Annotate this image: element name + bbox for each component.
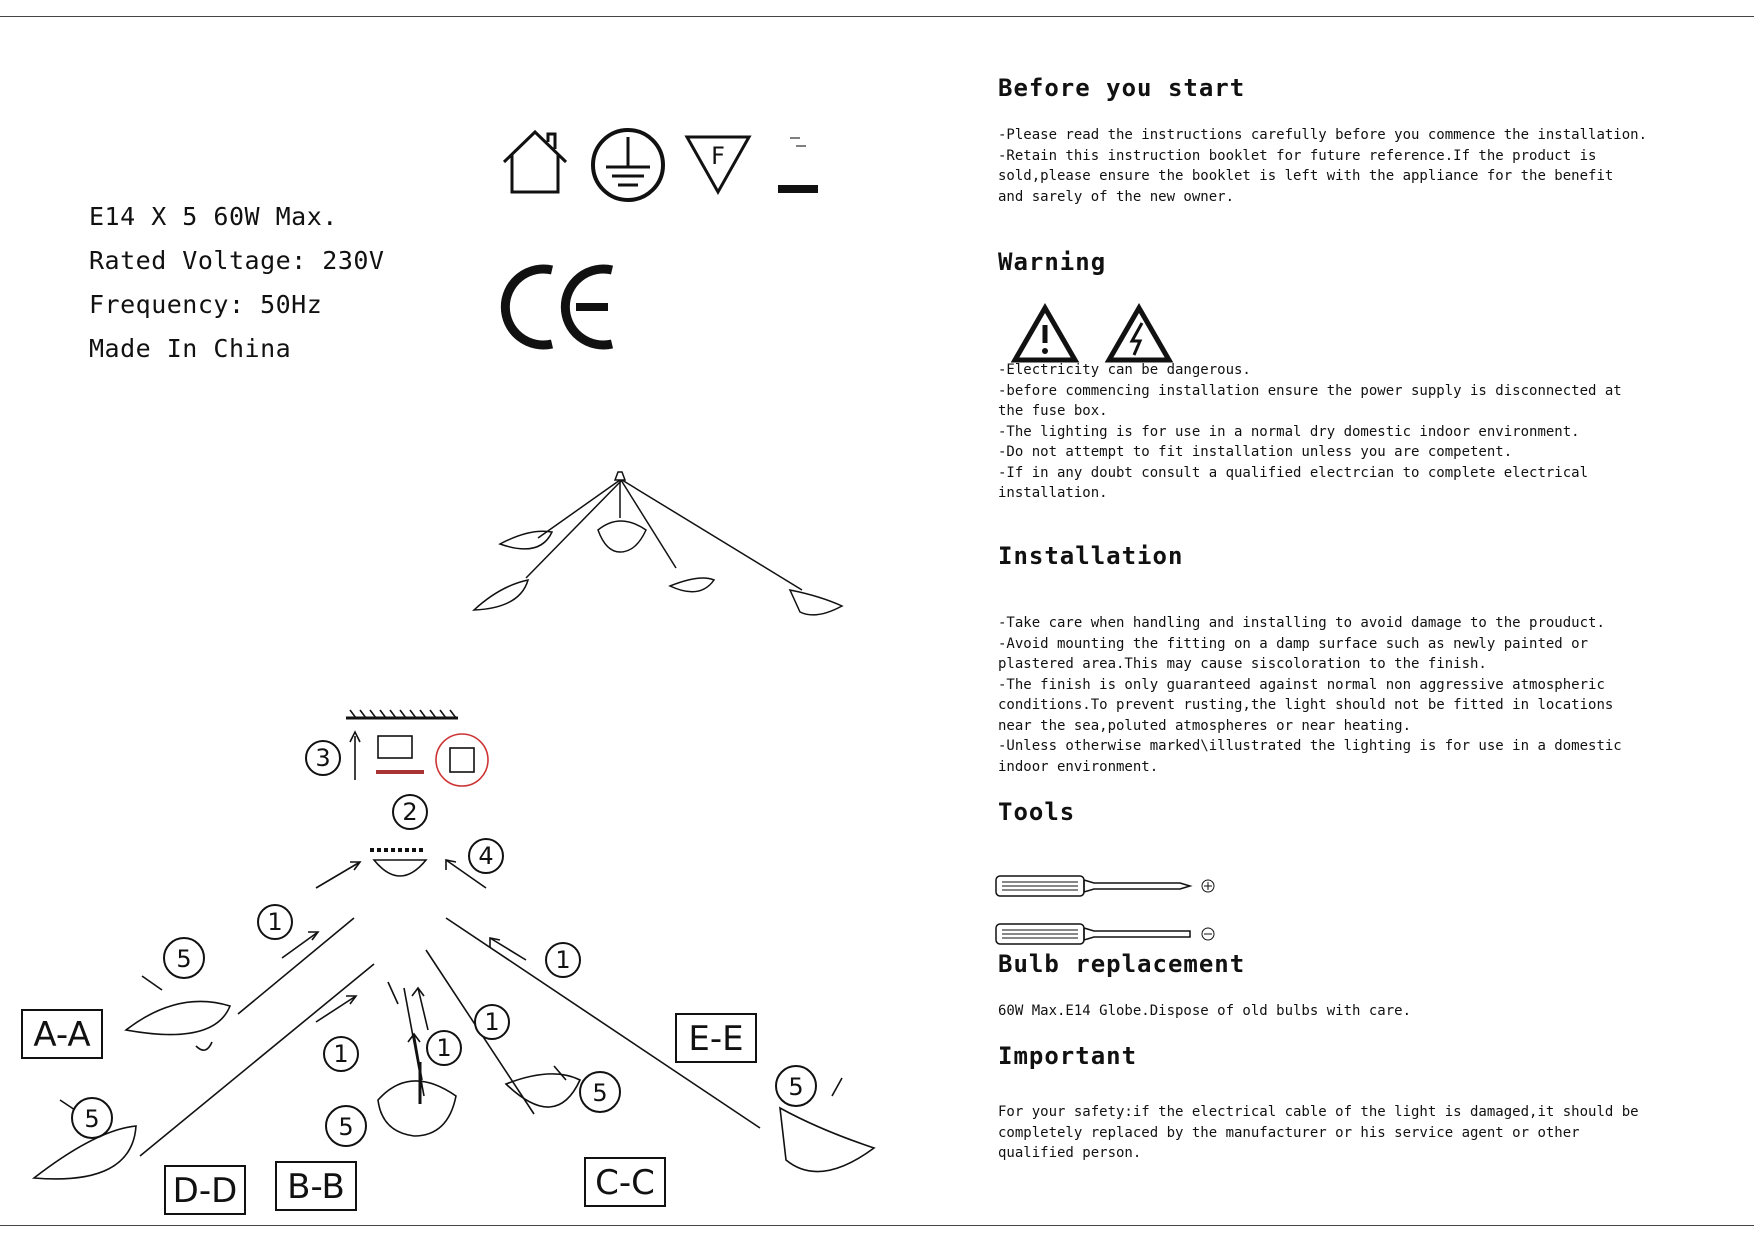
step-5-label-e: 5 bbox=[788, 1073, 804, 1101]
step-5-label-d: 5 bbox=[84, 1105, 100, 1133]
step-5-label-b: 5 bbox=[338, 1113, 354, 1141]
installation-title: Installation bbox=[998, 542, 1184, 570]
flat-screwdriver-icon bbox=[994, 920, 1224, 948]
important-body: For your safety:if the electrical cable of the light is damaged,it should be completely replaced by the manufacturer or his service agent or other qualified person. bbox=[998, 1104, 1639, 1161]
label-ee: E-E bbox=[688, 1019, 744, 1059]
lamp-overview bbox=[460, 468, 860, 628]
bin-bar-icon bbox=[776, 132, 820, 196]
step-1-label-c: 1 bbox=[484, 1008, 500, 1036]
phillips-screwdriver-icon bbox=[994, 872, 1224, 900]
bottom-rule bbox=[0, 1225, 1754, 1226]
before-title: Before you start bbox=[998, 74, 1246, 102]
f-mark-label: F bbox=[711, 142, 725, 170]
label-cc: C-C bbox=[595, 1163, 655, 1203]
bulb-title: Bulb replacement bbox=[998, 950, 1246, 978]
house-icon bbox=[500, 128, 570, 196]
spec-origin: Made In China bbox=[89, 334, 292, 363]
step-5-label-a: 5 bbox=[176, 945, 192, 973]
f-mark-icon bbox=[684, 134, 752, 194]
ce-mark bbox=[500, 264, 620, 350]
electric-shock-icon bbox=[1106, 305, 1172, 363]
step-1-label-b: 1 bbox=[436, 1034, 452, 1062]
step-1-label-e: 1 bbox=[555, 946, 571, 974]
label-dd: D-D bbox=[172, 1171, 238, 1211]
step-5-label-c: 5 bbox=[592, 1079, 608, 1107]
important-title: Important bbox=[998, 1042, 1138, 1070]
earth-ground-icon bbox=[590, 127, 666, 203]
label-bb: B-B bbox=[287, 1167, 345, 1207]
bulb-body: 60W Max.E14 Globe.Dispose of old bulbs with care. bbox=[998, 1003, 1412, 1019]
spec-frequency: Frequency: 50Hz bbox=[89, 290, 323, 319]
top-rule bbox=[0, 16, 1754, 17]
installation-body: -Take care when handling and installing to avoid damage to the prouduct. -Avoid mounting the fitting on a damp surface such as newly painted or plastered area.This may cause siscoloration to the finish. -The finish is only guaranteed against normal non aggressive atmospheric conditions.To prevent rusting,the light should not be fitted in locations near the sea,poluted atmospheres or near heating. -Unless otherwise marked\illustrated the lighting is for use in a domestic indoor environment. bbox=[998, 615, 1622, 775]
spec-voltage: Rated Voltage: 230V bbox=[89, 246, 385, 275]
tools-title: Tools bbox=[998, 798, 1076, 826]
label-aa: A-A bbox=[33, 1015, 91, 1055]
before-body: -Please read the instructions carefully before you commence the installation. -Retain this instruction booklet for future reference.If the product is sold,please ensure the booklet is left with the appliance for the benefit and sarely of the new owner. bbox=[998, 127, 1648, 205]
warning-body: -Electricity can be dangerous. -before commencing installation ensure the power supply is disconnected at the fuse box. -The lighting is for use in a normal dry domestic indoor environment. -Do not attempt to fit installation unless you are competent. -If in any doubt consult a qualified electrcian to complete electrical installation. bbox=[998, 362, 1622, 501]
warning-title: Warning bbox=[998, 248, 1107, 276]
step-3-label: 3 bbox=[315, 744, 331, 772]
section-labels bbox=[0, 1000, 900, 1225]
spec-bulbs: E14 X 5 60W Max. bbox=[89, 202, 338, 231]
step-1-label-a: 1 bbox=[267, 908, 283, 936]
caution-icon bbox=[1012, 305, 1078, 363]
step-2-label: 2 bbox=[402, 798, 418, 826]
step-1-label-d: 1 bbox=[333, 1040, 349, 1068]
step-4-label: 4 bbox=[478, 842, 494, 870]
